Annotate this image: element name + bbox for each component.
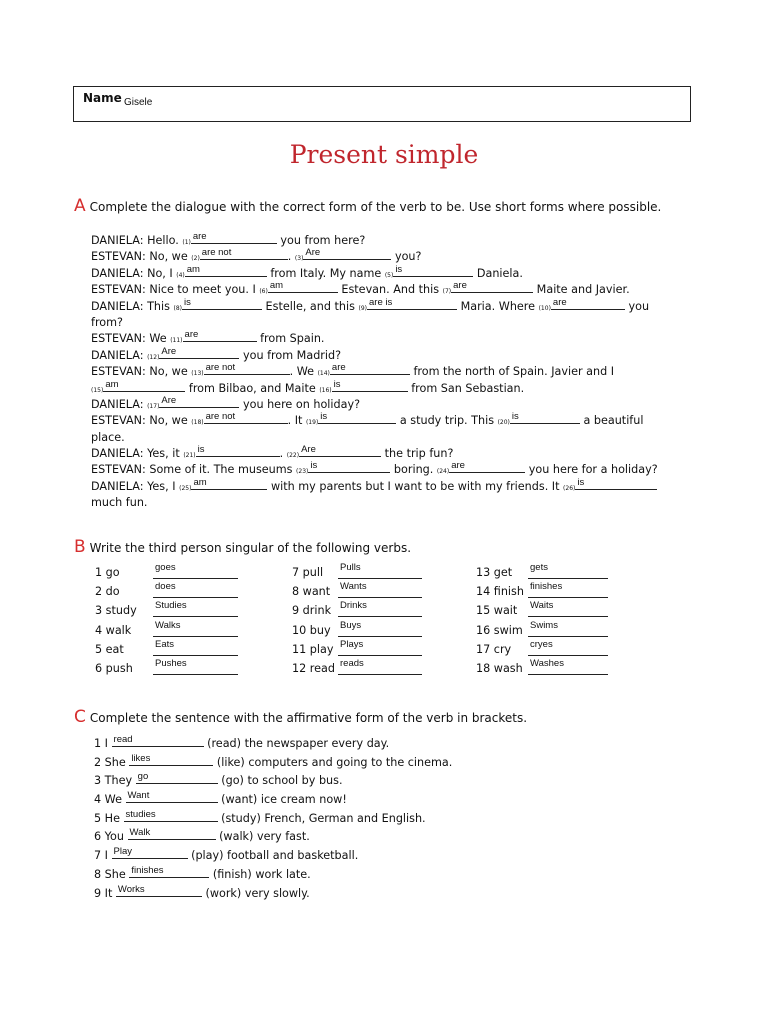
- blank-number: (5): [384, 271, 394, 279]
- answer-blank[interactable]: [200, 249, 288, 260]
- answer-blank[interactable]: [575, 476, 657, 490]
- dialogue-text: . It: [287, 414, 306, 428]
- verb-label: 13 get: [476, 566, 513, 579]
- answer-text: gets: [530, 562, 548, 573]
- dialogue-text: from San Sebastian.: [407, 381, 525, 395]
- sentence-item: [94, 829, 452, 848]
- answer-blank[interactable]: [126, 792, 218, 803]
- answer-text: go: [137, 771, 149, 783]
- answer-text: is: [197, 444, 205, 456]
- verb-label: 4 walk: [95, 623, 132, 637]
- answer-text: is: [577, 476, 585, 488]
- verb-label: 17 cry: [476, 642, 512, 656]
- dialogue-line: [91, 413, 671, 429]
- sentence-end: (walk) very fast.: [215, 830, 310, 844]
- sentence-end: (go) to school by bus.: [217, 774, 343, 788]
- section-c-heading: [74, 707, 527, 727]
- sentence-item: [94, 792, 452, 811]
- sentence-start: 1 I: [94, 737, 112, 750]
- verb-label: 12 read: [292, 661, 335, 675]
- answer-blank[interactable]: [129, 864, 209, 878]
- answer-blank[interactable]: [528, 657, 608, 675]
- verb-label: 11 play: [292, 642, 334, 656]
- answer-blank[interactable]: [159, 345, 239, 359]
- dialogue-text: from Bilbao, and Maite: [185, 381, 320, 395]
- verb-item: [95, 562, 176, 585]
- answer-blank[interactable]: [159, 394, 239, 408]
- answer-text: are: [453, 280, 467, 292]
- answer-blank[interactable]: [318, 413, 396, 424]
- answer-text: Drinks: [340, 600, 367, 612]
- answer-text: Walks: [155, 619, 181, 631]
- answer-text: Eats: [155, 638, 175, 650]
- verb-label: 2 do: [95, 585, 120, 599]
- answer-text: Are: [301, 444, 316, 456]
- section-a-letter: A: [74, 196, 86, 216]
- dialogue-text: DANIELA: Hello.: [91, 234, 183, 247]
- answer-blank[interactable]: [528, 638, 608, 656]
- verb-item: [292, 619, 362, 643]
- answer-text: Buys: [340, 619, 362, 631]
- answer-blank[interactable]: [268, 282, 338, 293]
- answer-blank[interactable]: [191, 233, 277, 244]
- answer-text: Pushes: [155, 657, 187, 669]
- answer-blank[interactable]: [153, 638, 238, 656]
- answer-blank[interactable]: [338, 619, 422, 637]
- verb-item: [476, 638, 553, 662]
- dialogue-line: [91, 345, 671, 364]
- answer-text: is: [333, 378, 341, 390]
- answer-blank[interactable]: [338, 600, 422, 617]
- dialogue-text: DANIELA:: [91, 348, 148, 362]
- dialogue-text: place.: [91, 430, 125, 444]
- dialogue-line: [91, 430, 671, 446]
- verb-item: [476, 619, 558, 643]
- dialogue-text: ESTEVAN: No, we: [91, 414, 192, 428]
- blank-number: (15): [91, 386, 104, 394]
- blank-number: (14): [317, 370, 330, 378]
- answer-text: Washes: [530, 657, 564, 669]
- verb-label: 9 drink: [292, 604, 332, 618]
- blank-number: (11): [170, 337, 183, 345]
- dialogue-text: from Spain.: [256, 332, 325, 346]
- blank-number: (18): [191, 419, 204, 427]
- answer-blank[interactable]: [393, 263, 473, 277]
- answer-blank[interactable]: [551, 296, 625, 310]
- answer-blank[interactable]: [136, 773, 218, 784]
- dialogue-line: [91, 476, 671, 495]
- verb-item: [95, 600, 187, 623]
- dialogue-text: .: [287, 250, 295, 264]
- answer-text: Are: [305, 247, 321, 259]
- sentence-start: 4 We: [94, 793, 126, 807]
- answer-blank[interactable]: [204, 364, 290, 375]
- dialogue-text: from the north of Spain. Javier and I: [409, 365, 615, 379]
- answer-text: are not: [205, 411, 236, 423]
- verb-label: 18 wash: [476, 661, 523, 675]
- verb-item: [292, 657, 364, 681]
- dialogue-text: ESTEVAN: We: [91, 332, 171, 346]
- dialogue-text: DANIELA: This: [91, 299, 174, 313]
- answer-blank[interactable]: [338, 657, 422, 675]
- dialogue-text: Daniela.: [473, 266, 523, 280]
- dialogue-line: [91, 233, 671, 249]
- answer-blank[interactable]: [338, 581, 422, 598]
- answer-blank[interactable]: [338, 638, 422, 656]
- blank-number: (1): [182, 239, 191, 246]
- section-b-instruction: Write the third person singular of the following verbs.: [89, 541, 412, 555]
- dialogue-text: boring.: [390, 463, 437, 477]
- answer-blank[interactable]: [185, 263, 267, 277]
- answer-text: Studies: [155, 600, 187, 612]
- verb-item: [292, 600, 367, 623]
- verb-item: [95, 657, 187, 681]
- answer-text: Plays: [340, 638, 364, 650]
- dialogue-text: you here for a holiday?: [525, 463, 658, 477]
- answer-blank[interactable]: [367, 296, 457, 310]
- verb-item: [476, 600, 554, 623]
- dialogue-line: [91, 462, 671, 478]
- blank-number: (13): [191, 370, 204, 378]
- answer-text: Swims: [530, 619, 558, 631]
- answer-blank[interactable]: [124, 808, 218, 822]
- sentence-list: [94, 736, 452, 904]
- sentence-item: [94, 848, 452, 867]
- answer-blank[interactable]: [116, 883, 202, 897]
- answer-text: are is: [369, 296, 393, 308]
- verb-label: 3 study: [95, 604, 137, 618]
- answer-text: Are: [161, 345, 177, 357]
- dialogue-text: Estelle, and this: [262, 299, 359, 313]
- name-label: Name: [83, 91, 122, 105]
- sentence-start: 3 They: [94, 774, 136, 788]
- verb-label: 16 swim: [476, 623, 523, 637]
- sentence-end: (like) computers and going to the cinema.: [213, 755, 453, 769]
- answer-text: are: [451, 460, 465, 472]
- answer-blank[interactable]: [183, 331, 257, 342]
- section-a-heading: [74, 196, 661, 216]
- blank-number: (26): [563, 484, 576, 492]
- verb-item: [292, 581, 367, 604]
- answer-blank[interactable]: [204, 413, 288, 424]
- dialogue-line: [91, 331, 671, 347]
- sentence-start: 6 You: [94, 830, 128, 844]
- answer-text: is: [184, 296, 191, 308]
- blank-number: (22): [286, 452, 300, 460]
- dialogue-text: from Italy. My name: [266, 266, 385, 280]
- section-a-instruction: Complete the dialogue with the correct form of the verb to be. Use short forms where possible.: [89, 200, 662, 214]
- blank-number: (25): [179, 484, 192, 492]
- blank-number: (16): [319, 386, 332, 394]
- dialogue-text: you?: [391, 250, 422, 264]
- sentence-end: (study) French, German and English.: [217, 811, 426, 825]
- verb-column-2: [292, 562, 367, 681]
- answer-blank[interactable]: [528, 600, 608, 617]
- answer-text: does: [155, 581, 176, 593]
- blank-number: (19): [305, 419, 319, 427]
- sentence-item: [94, 864, 452, 886]
- answer-blank[interactable]: [449, 462, 525, 473]
- answer-blank[interactable]: [103, 378, 185, 392]
- answer-text: Want: [127, 790, 150, 802]
- sentence-end: (work) very slowly.: [201, 886, 310, 900]
- answer-text: am: [193, 476, 207, 488]
- verb-label: 6 push: [95, 661, 133, 675]
- answer-blank[interactable]: [330, 364, 410, 375]
- page-title: Present simple: [289, 140, 479, 169]
- blank-number: (23): [296, 468, 309, 476]
- dialogue-line: [91, 394, 671, 413]
- answer-text: finishes: [131, 864, 164, 876]
- answer-blank[interactable]: [451, 282, 533, 293]
- blank-number: (10): [538, 304, 551, 312]
- answer-text: Pulls: [340, 562, 361, 573]
- answer-blank[interactable]: [528, 562, 608, 579]
- answer-text: is: [511, 411, 519, 423]
- dialogue-line: [91, 263, 671, 282]
- answer-text: are: [184, 329, 199, 341]
- sentence-item: [94, 883, 452, 905]
- verb-label: 15 wait: [476, 604, 518, 618]
- answer-blank[interactable]: [303, 249, 391, 260]
- name-value[interactable]: Gisele: [124, 97, 153, 108]
- dialogue-text: DANIELA: Yes, it: [91, 447, 184, 461]
- verb-item: [95, 581, 176, 604]
- answer-blank[interactable]: [153, 600, 238, 617]
- dialogue-text: ESTEVAN: Nice to meet you. I: [91, 283, 260, 297]
- dialogue-line: [91, 446, 671, 462]
- answer-text: read: [113, 734, 133, 745]
- answer-text: are not: [201, 247, 232, 259]
- dialogue-text: DANIELA: No, I: [91, 266, 177, 280]
- verb-label: 7 pull: [292, 566, 324, 579]
- verb-column-1: [95, 562, 187, 681]
- dialogue-text: the trip fun?: [381, 447, 454, 461]
- verb-item: [95, 638, 175, 662]
- sentence-start: 5 He: [94, 811, 124, 825]
- answer-blank[interactable]: [510, 413, 580, 424]
- dialogue-text: much fun.: [91, 496, 148, 510]
- blank-number: (24): [436, 468, 450, 476]
- dialogue-line: [91, 315, 671, 331]
- dialogue-text: Maite and Javier.: [533, 283, 630, 297]
- answer-text: goes: [155, 562, 176, 573]
- answer-blank[interactable]: [153, 562, 238, 579]
- answer-blank[interactable]: [112, 848, 188, 859]
- answer-blank[interactable]: [182, 296, 262, 310]
- blank-number: (17): [147, 402, 160, 410]
- answer-text: are: [192, 231, 207, 242]
- answer-blank[interactable]: [299, 446, 381, 457]
- verb-label: 10 buy: [292, 623, 331, 637]
- section-c-instruction: Complete the sentence with the affirmative form of the verb in brackets.: [89, 711, 528, 725]
- dialogue-text: with my parents but I want to be with my friends. It: [267, 479, 564, 493]
- verb-item: [476, 657, 564, 681]
- answer-blank[interactable]: [528, 581, 608, 598]
- blank-number: (2): [191, 255, 200, 263]
- section-b-heading: [74, 537, 411, 557]
- answer-text: are: [552, 296, 567, 308]
- answer-text: am: [186, 263, 200, 275]
- dialogue-text: .: [279, 447, 287, 461]
- answer-text: Are: [161, 394, 177, 406]
- answer-text: is: [320, 411, 328, 423]
- sentence-end: (finish) work late.: [209, 867, 311, 881]
- blank-number: (9): [358, 304, 368, 312]
- sentence-start: 8 She: [94, 867, 130, 881]
- blank-number: (3): [294, 255, 304, 263]
- answer-blank[interactable]: [308, 462, 390, 473]
- dialogue-text: DANIELA: Yes, I: [91, 479, 180, 493]
- dialogue-line: [91, 296, 671, 315]
- sentence-end: (want) ice cream now!: [217, 793, 347, 807]
- answer-blank[interactable]: [191, 476, 267, 490]
- section-b-letter: B: [74, 537, 86, 557]
- blank-number: (12): [147, 353, 160, 361]
- answer-text: is: [310, 460, 318, 472]
- blank-number: (7): [442, 288, 452, 296]
- verb-label: 1 go: [95, 566, 120, 579]
- name-box: [73, 86, 691, 122]
- answer-blank[interactable]: [528, 619, 608, 637]
- answer-text: are: [331, 362, 346, 374]
- sentence-start: 2 She: [94, 755, 130, 769]
- dialogue-text: ESTEVAN: Some of it. The museums: [91, 463, 297, 477]
- dialogue-text: you: [624, 299, 650, 313]
- dialogue-text: a study trip. This: [396, 414, 498, 428]
- answer-text: Play: [113, 846, 133, 858]
- section-c-letter: C: [74, 707, 86, 727]
- dialogue-text: Estevan. And this: [337, 283, 443, 297]
- sentence-end: (play) football and basketball.: [187, 849, 359, 863]
- answer-blank[interactable]: [128, 829, 216, 840]
- answer-text: likes: [131, 752, 151, 764]
- answer-text: is: [395, 263, 403, 275]
- answer-text: studies: [125, 808, 156, 820]
- answer-blank[interactable]: [338, 562, 422, 579]
- verb-item: [476, 581, 563, 604]
- answer-text: Walk: [129, 827, 151, 839]
- dialogue-line: [91, 249, 671, 265]
- verb-label: 14 finish: [476, 585, 524, 599]
- dialogue-text: a beautiful: [579, 414, 644, 428]
- verb-label: 8 want: [292, 585, 331, 599]
- dialogue-line: [91, 495, 671, 511]
- sentence-item: [94, 736, 452, 755]
- sentence-start: 9 It: [94, 886, 116, 900]
- dialogue-text: ESTEVAN: No, we: [91, 365, 192, 379]
- blank-number: (20): [497, 419, 510, 427]
- answer-text: am: [269, 280, 284, 292]
- verb-item: [476, 562, 548, 585]
- dialogue-text: you here on holiday?: [239, 397, 361, 411]
- dialogue-text: you from here?: [276, 234, 366, 247]
- dialogue-text: ESTEVAN: No, we: [91, 250, 192, 264]
- answer-blank[interactable]: [153, 619, 238, 637]
- answer-text: finishes: [530, 581, 563, 593]
- blank-number: (21): [183, 452, 196, 460]
- dialogue-text: Maria. Where: [457, 299, 539, 313]
- verb-item: [95, 619, 181, 643]
- dialogue-text: . We: [289, 365, 318, 379]
- verb-item: [292, 638, 364, 662]
- dialogue-text: from?: [91, 315, 123, 329]
- answer-blank[interactable]: [153, 657, 238, 675]
- answer-text: Works: [117, 883, 145, 895]
- answer-text: Wants: [340, 581, 367, 593]
- verb-column-3: [476, 562, 564, 681]
- sentence-start: 7 I: [94, 849, 112, 863]
- blank-number: (6): [259, 288, 268, 296]
- answer-blank[interactable]: [196, 446, 280, 457]
- dialogue-line: [91, 364, 671, 380]
- answer-blank[interactable]: [129, 752, 213, 766]
- dialogue: [91, 233, 671, 512]
- answer-text: Waits: [530, 600, 554, 612]
- verb-label: 5 eat: [95, 642, 124, 656]
- answer-text: am: [105, 378, 119, 390]
- answer-blank[interactable]: [332, 378, 408, 392]
- answer-text: cryes: [530, 638, 553, 650]
- sentence-end: (read) the newspaper every day.: [203, 737, 390, 750]
- answer-text: are not: [205, 362, 236, 374]
- dialogue-line: [91, 378, 671, 397]
- dialogue-text: you from Madrid?: [239, 348, 342, 362]
- blank-number: (8): [173, 304, 182, 312]
- verb-item: [292, 562, 361, 585]
- answer-text: reads: [340, 657, 364, 669]
- blank-number: (4): [176, 271, 185, 279]
- answer-blank[interactable]: [112, 736, 204, 747]
- dialogue-text: DANIELA:: [91, 397, 148, 411]
- answer-blank[interactable]: [153, 581, 238, 598]
